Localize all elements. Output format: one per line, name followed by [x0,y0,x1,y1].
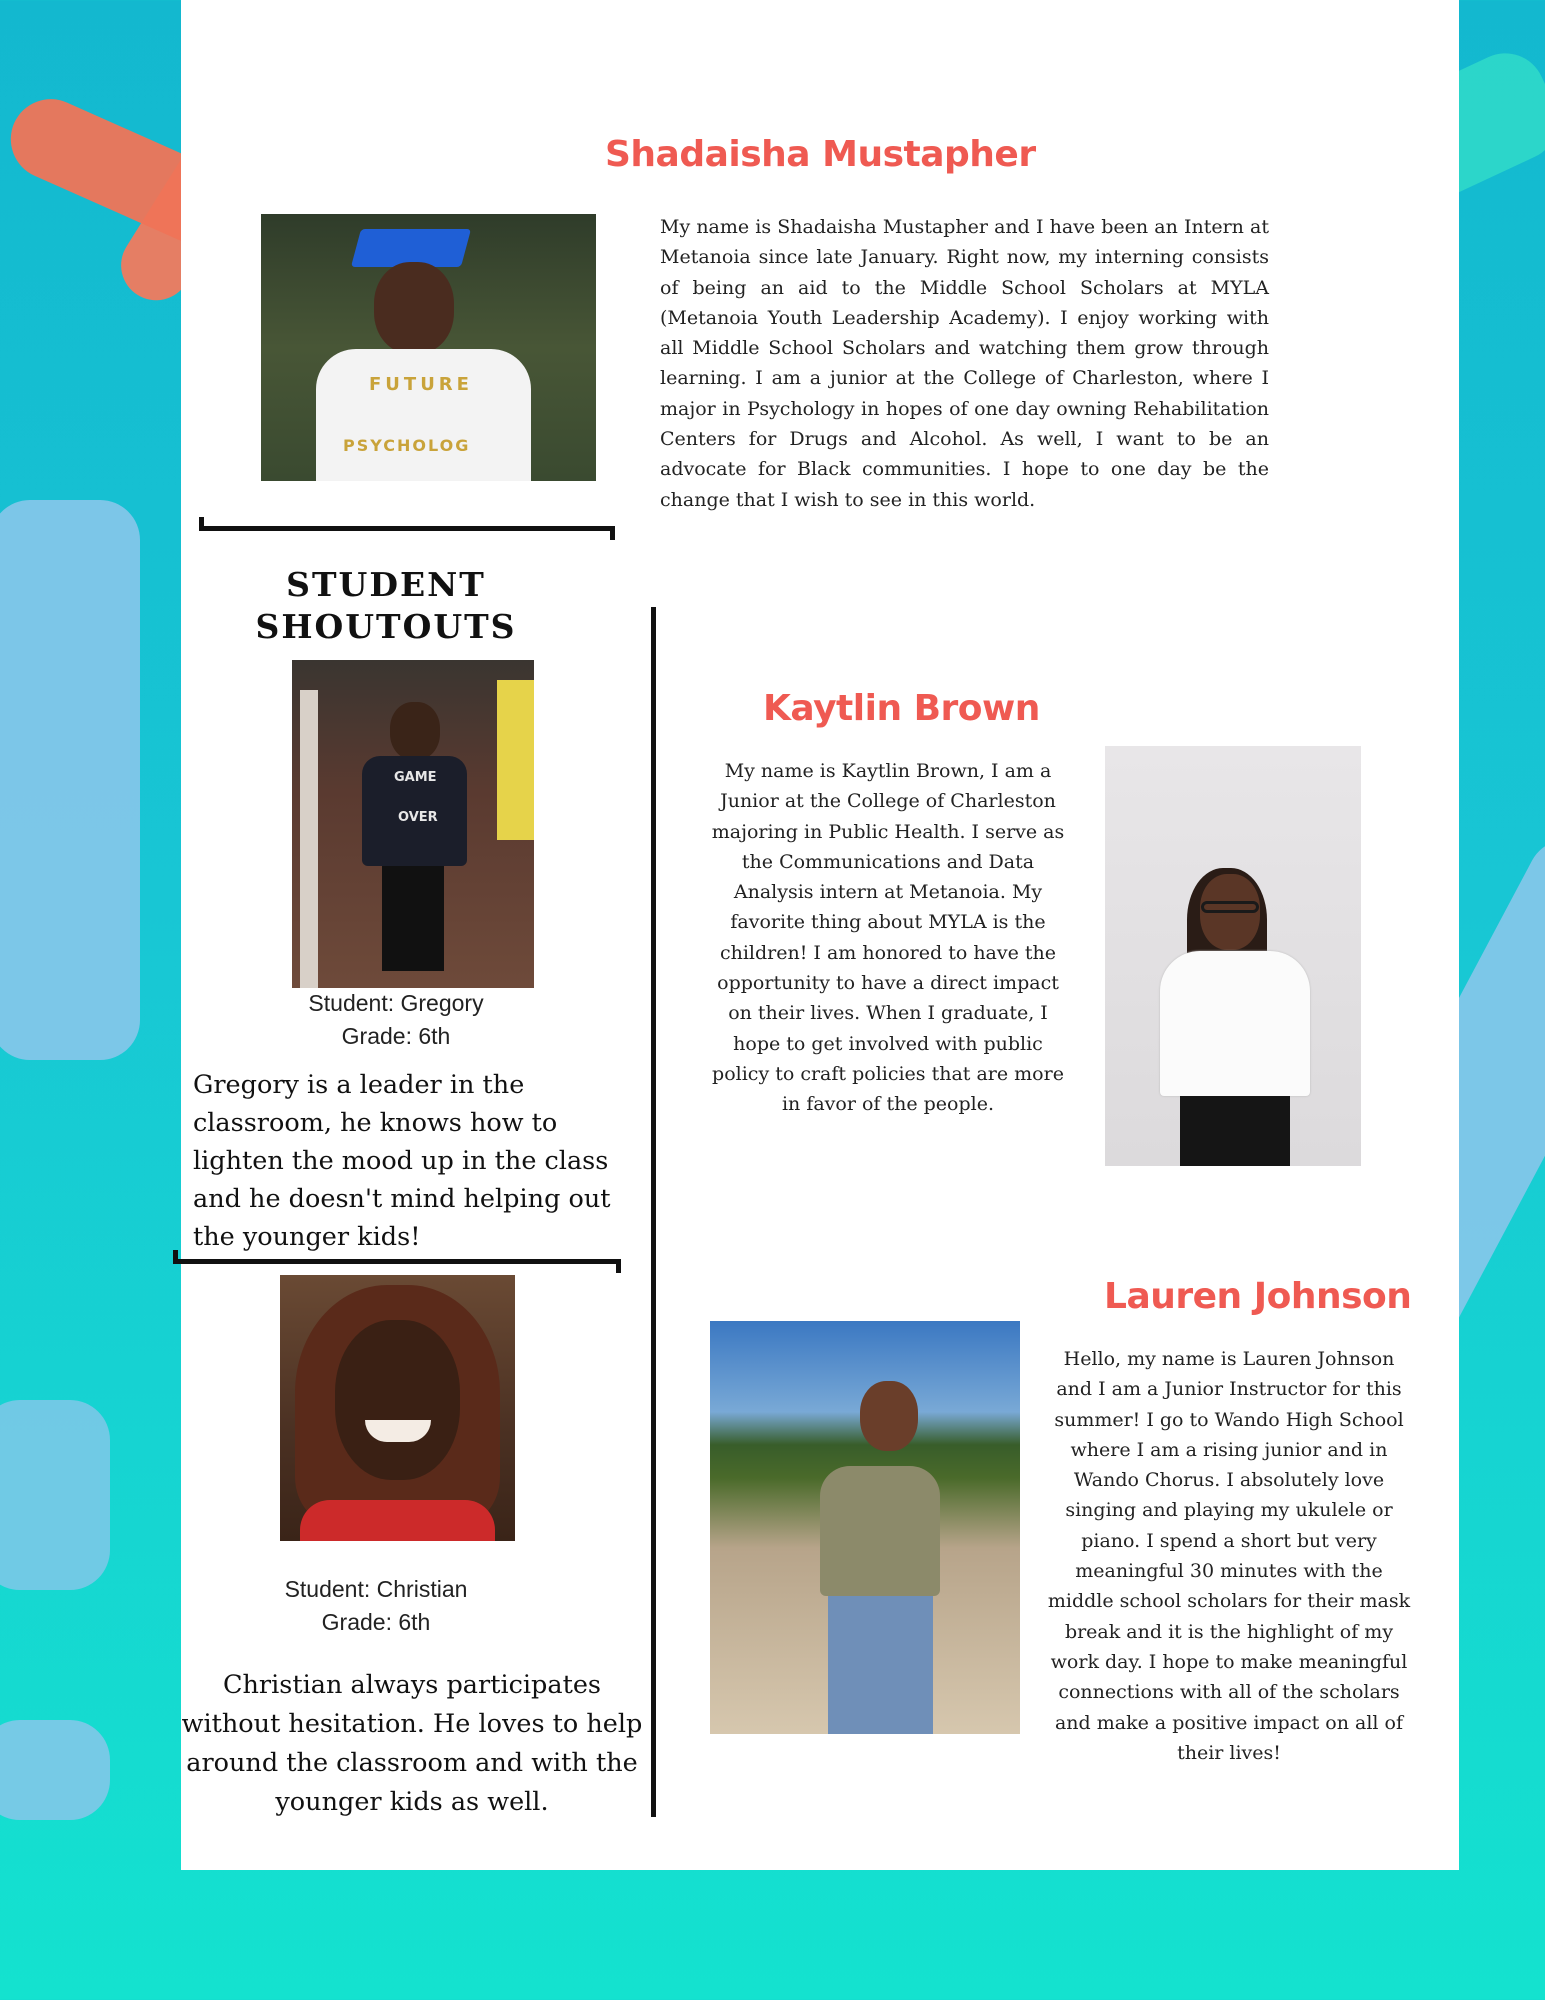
caption-gregory-name: Student: Gregory [308,990,484,1016]
shoutout-christian-text: Christian always participates without hesitation. He loves to help around the classroom and with the younger kids as well. [181,1670,643,1817]
photo-shirt-shadaisha [316,349,531,481]
caption-christian-name: Student: Christian [284,1576,468,1602]
photo-shirt-kaytlin [1160,951,1310,1096]
photo-jeans-lauren [828,1596,933,1734]
paint-stroke-blue-left [0,500,140,1060]
shoutout-gregory-text: Gregory is a leader in the classroom, he knows how to lighten the mood up in the class and he doesn't mind helping out the younger kids! [193,1070,611,1252]
divider-arrow-middle [175,1259,619,1264]
intern-name-lauren: Lauren Johnson [1104,1276,1412,1317]
photo-lauren [710,1321,1020,1734]
photo-face-christian [335,1320,460,1480]
photo-legs-gregory [382,866,444,971]
photo-yellow-wall [497,680,534,840]
shirt-text-game: GAME [394,770,437,785]
shirt-text-psychology: PSYCHOLOG [343,436,471,455]
photo-porch-column [300,690,318,988]
caption-gregory [261,987,531,1053]
section-title-line1: STUDENT [286,565,486,604]
newsletter-page [181,0,1459,1870]
intern-bio-kaytlin: My name is Kaytlin Brown, I am a Junior at the College of Charleston majoring in Public Health. I serve as the Communications and Data Analysis intern at Metanoia. My favorite thing about MYLA is the children! I am honored to have the opportunity to have a direct impact on their lives. When I graduate, I hope to get involved with public policy to craft policies that are more in favor of the people. [711,760,1065,1116]
photo-gregory [292,660,534,988]
paint-stroke-blue-left-small [0,1400,110,1590]
glasses-icon [1201,901,1259,913]
intern-bio-shadaisha: My name is Shadaisha Mustapher and I have been an Intern at Metanoia since late January. Right now, my interning consists of being an aid to the Middle School Scholars at MYLA (Metanoia Youth Leadership Academy). I enjoy working with all Middle School Scholars and watching them grow through learning. I am a junior at the College of Charleston, where I major in Psychology in hopes of one day owning Rehabilitation Centers for Drugs and Alcohol. As well, I want to be an advocate for Black communities. I hope to one day be the change that I wish to see in this world. [660,216,1269,511]
photo-kaytlin [1105,746,1361,1166]
photo-shirt-lauren [820,1466,940,1596]
section-title-student-shoutouts [251,564,521,648]
photo-face-gregory [390,702,440,760]
intern-name-shadaisha: Shadaisha Mustapher [605,134,1036,175]
photo-christian [280,1275,515,1541]
intern-bio-lauren: Hello, my name is Lauren Johnson and I am a Junior Instructor for this summer! I go to Wando High School where I am a rising junior and in Wando Chorus. I absolutely love singing and playing my ukulele or piano. I spend a short but very meaningful 30 minutes with the middle school scholars for their mask break and it is the highlight of my work day. I hope to make meaningful connections with all of the scholars and make a positive impact on all of their lives! [1047,1348,1411,1764]
photo-face-shadaisha [374,262,454,354]
intern-name-kaytlin: Kaytlin Brown [763,688,1040,729]
caption-christian-grade: Grade: 6th [321,1609,431,1635]
paint-stroke-blue-bottomleft [0,1720,110,1820]
shirt-text-over: OVER [398,810,438,825]
section-title-line2: SHOUTOUTS [255,607,517,646]
photo-shirt-christian [300,1500,495,1541]
caption-gregory-grade: Grade: 6th [341,1023,451,1049]
photo-pants-kaytlin [1180,1096,1290,1166]
caption-christian [251,1573,501,1639]
divider-arrow-top [201,526,613,531]
photo-shadaisha [261,214,596,481]
shirt-text-future: FUTURE [369,374,473,395]
vertical-divider [651,607,656,1817]
photo-face-lauren [860,1381,918,1451]
